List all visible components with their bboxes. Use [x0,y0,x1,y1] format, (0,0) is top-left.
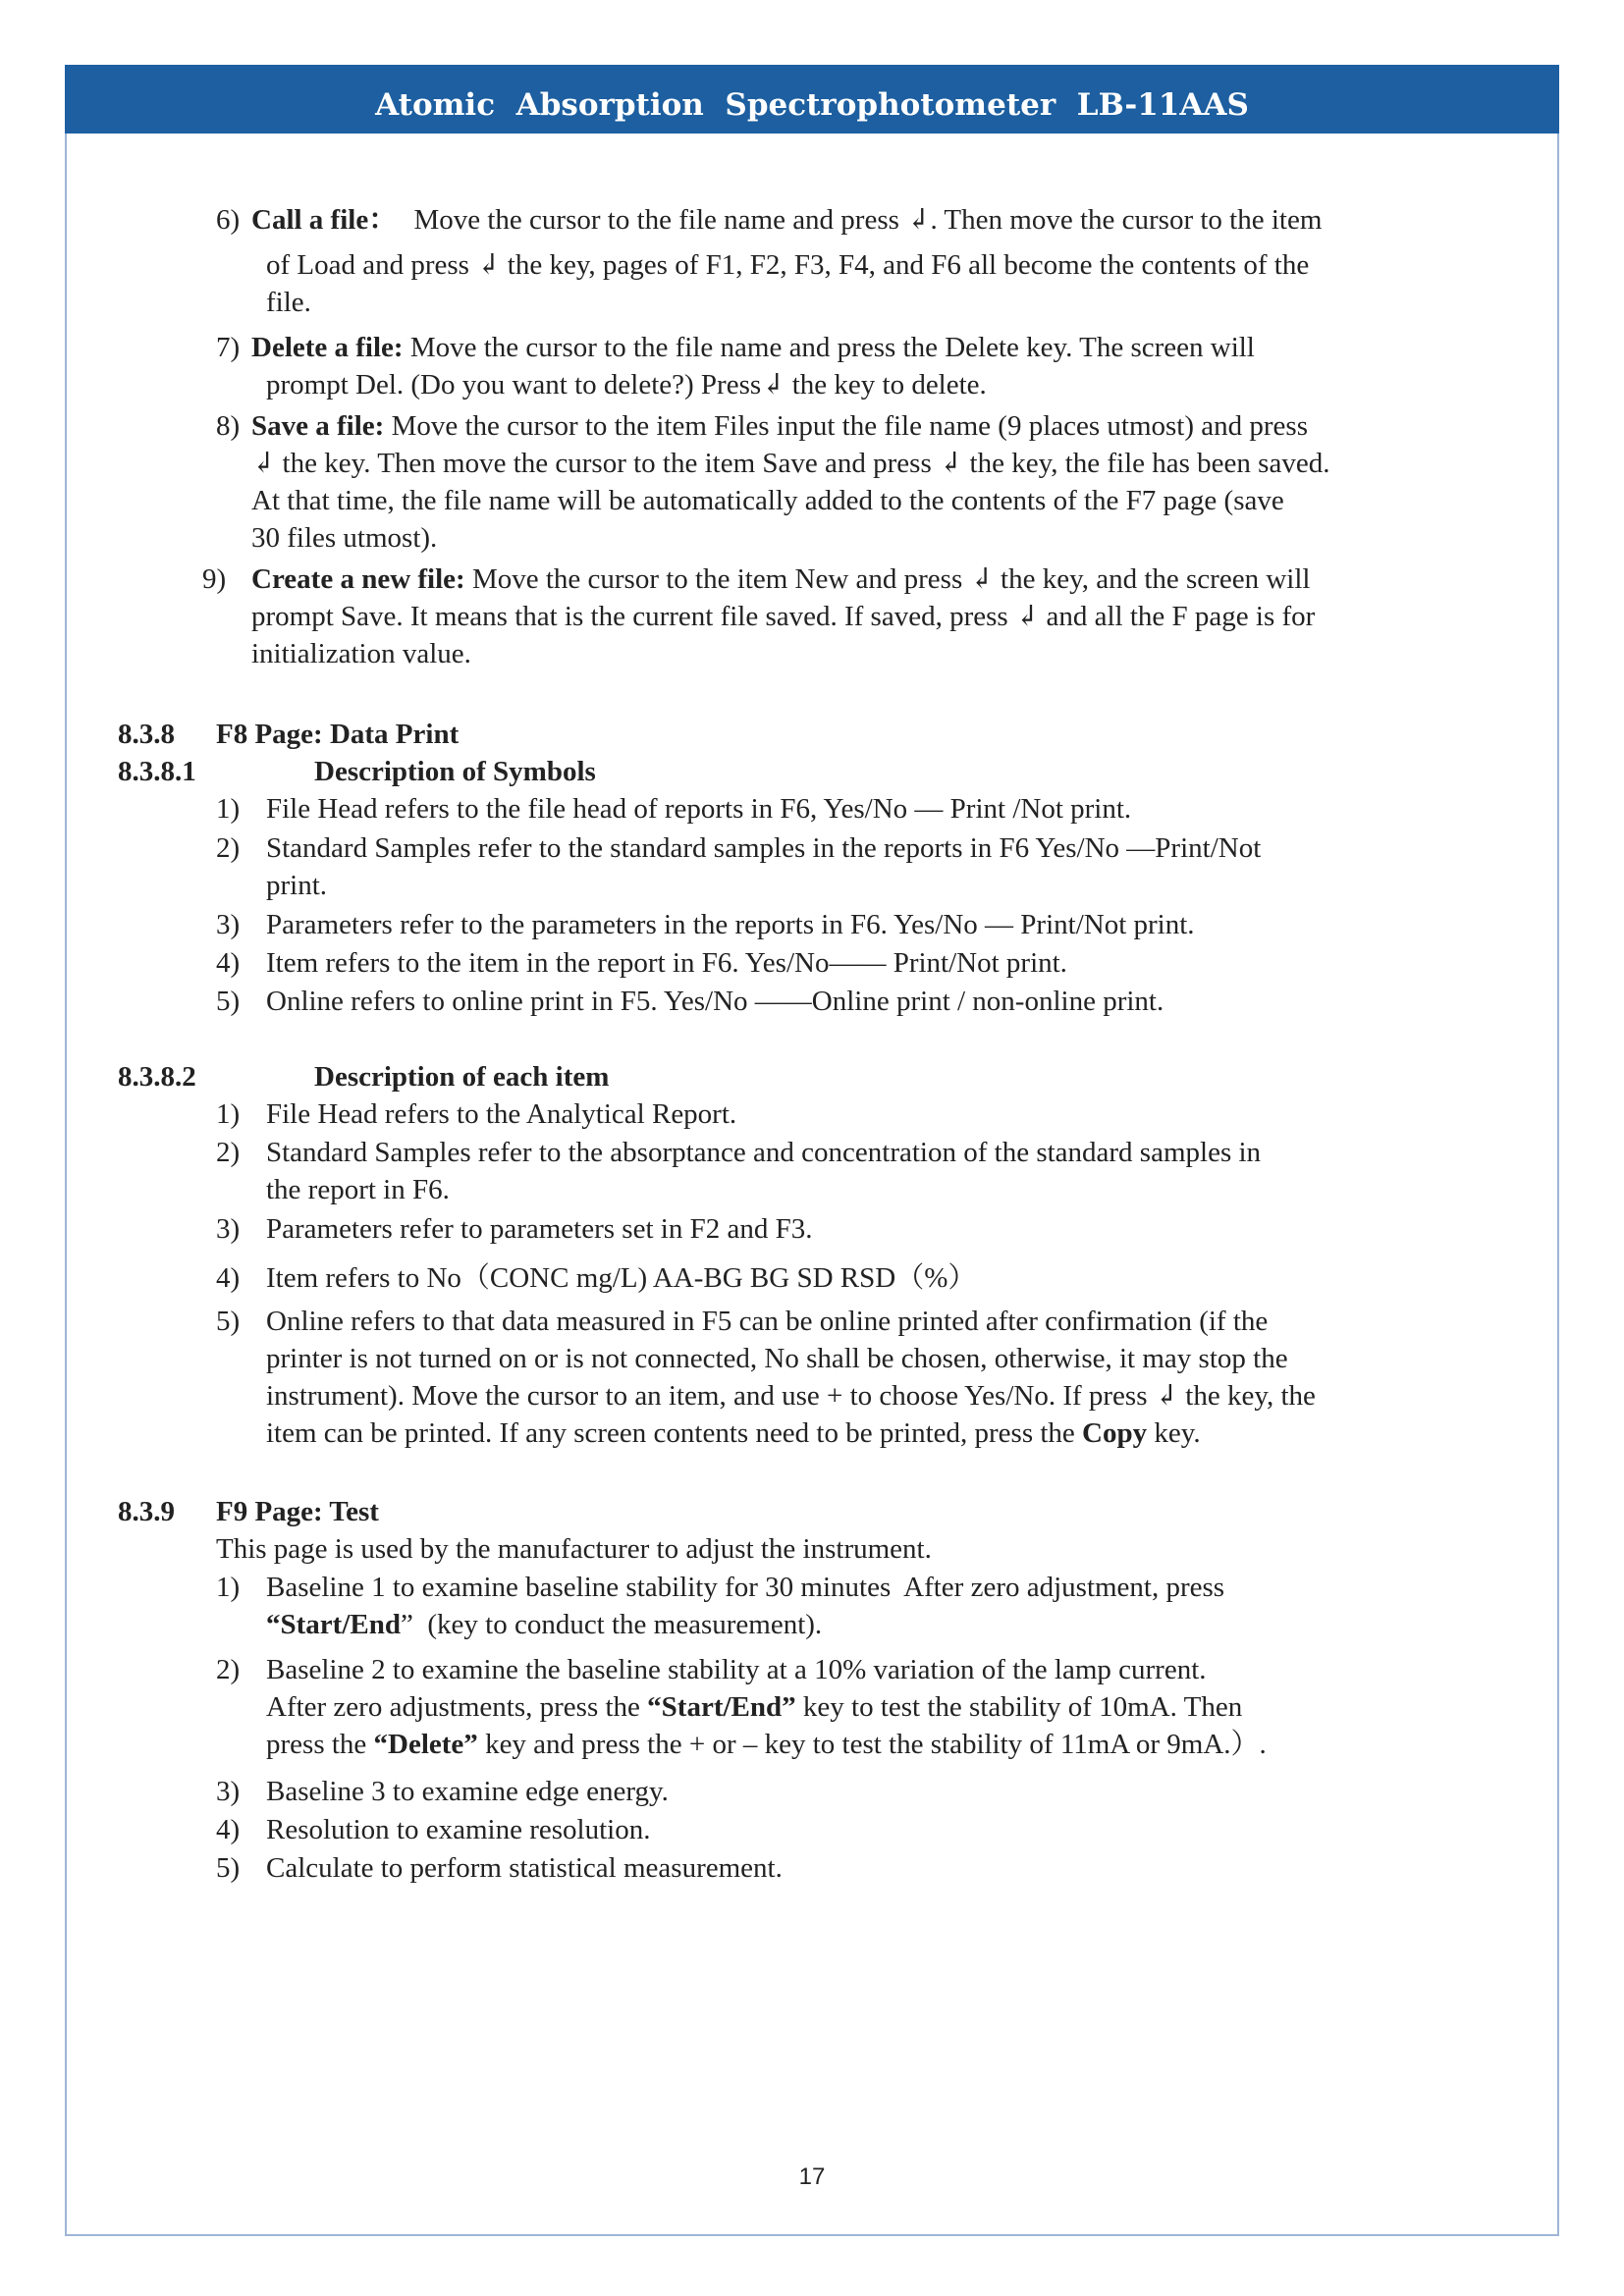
item-text-line [266,1726,1267,1763]
item-text: Baseline 1 to examine baseline stability for 30 minutes After zero adjustment, press [266,1572,1225,1603]
list-item-delete-file [118,329,1532,407]
item-number: 4) [216,1262,241,1294]
item-number: 1) [216,1572,241,1603]
header-title: Atomic Absorption Spectrophotometer LB-11AAS [375,87,1249,123]
item-text: At that time, the file name will be automatically added to the contents of the F7 page (save [251,485,1284,516]
list-item-save-file [118,407,1532,561]
list-item [118,1303,1532,1456]
item-label: Save a file: [251,410,385,442]
list-item [118,1095,1532,1134]
list-item [118,790,1532,829]
item-number: 9) [202,563,227,595]
item-text: of Load and press ↲ the key, pages of F1, F2, F3, F4, and F6 all become the contents of the [266,249,1310,281]
intro-text: This page is used by the manufacturer to adjust the instrument. [216,1533,932,1565]
list-item [118,906,1532,944]
section-title: F9 Page: Test [216,1496,379,1527]
start-end-key-label: “Start/End [266,1609,401,1640]
item-number: 2) [216,1654,241,1685]
item-label: Delete a file: [251,332,404,363]
item-number: 4) [216,1814,241,1845]
item-text: key to test the stability of 10mA. Then [795,1691,1243,1723]
item-number: 4) [216,947,241,979]
item-text: Standard Samples refer to the absorptance and concentration of the standard samples in [266,1137,1262,1168]
item-text: file. [266,287,311,318]
item-text: Parameters refer to the parameters in the reports in F6. Yes/No — Print/Not print. [266,909,1195,940]
item-number: 1) [216,1098,241,1130]
section-heading-8-3-8 [118,716,1532,753]
item-text: Resolution to examine resolution. [266,1814,651,1845]
item-number: 5) [216,1306,241,1337]
list-item [118,1259,1532,1303]
item-number: 3) [216,1213,241,1245]
delete-key-label: “Delete” [373,1729,478,1760]
section-title: F8 Page: Data Print [216,719,460,750]
item-text: printer is not turned on or is not connected, No shall be chosen, otherwise, it may stop the [266,1343,1288,1374]
item-label: Create a new file: [251,563,465,595]
item-number: 3) [216,1776,241,1807]
list-item [118,1651,1532,1773]
item-number: 5) [216,1852,241,1884]
item-text: press the [266,1729,374,1760]
item-text: key. [1147,1417,1201,1449]
item-text: Move the cursor to the file name and press ↲. Then move the cursor to the item [413,204,1323,236]
item-text: Parameters refer to parameters set in F2 and F3. [266,1213,813,1245]
section-number: 8.3.9 [118,1496,175,1527]
item-text: Calculate to perform statistical measurement. [266,1852,783,1884]
item-label: Call a file： [251,204,398,236]
item-text: Online refers to online print in F5. Yes/No ——Online print / non-online print. [266,986,1164,1017]
item-text: Standard Samples refer to the standard samples in the reports in F6 Yes/No —Print/Not [266,832,1262,864]
item-text: Move the cursor to the item New and press ↲ the key, and the screen will [471,563,1311,595]
item-text: key and press the + or – key to test the stability of 11mA or 9mA.）. [477,1729,1267,1760]
list-item [118,944,1532,983]
item-text-line [266,1688,1242,1726]
item-text: 30 files utmost). [251,522,438,554]
item-number: 1) [216,793,241,825]
item-text: Item refers to No（CONC mg/L) AA-BG BG SD RSD（%） [266,1262,977,1294]
item-text: prompt Save. It means that is the current file saved. If saved, press ↲ and all the F page is for [251,601,1316,632]
section-heading-8-3-8-1 [118,753,1532,790]
item-text: After zero adjustments, press the [266,1691,648,1723]
item-text: print. [266,870,328,901]
item-text: instrument). Move the cursor to an item, and use + to choose Yes/No. If press ↲ the key, the [266,1380,1316,1412]
item-text-line [266,1415,1201,1452]
item-text: prompt Del. (Do you want to delete?) Press↲ the key to delete. [266,369,987,400]
start-end-key-label: “Start/End” [647,1691,796,1723]
item-text: Move the cursor to the file name and press the Delete key. The screen will [409,332,1255,363]
item-number: 3) [216,909,241,940]
item-text: Move the cursor to the item Files input the file name (9 places utmost) and press [391,410,1308,442]
page-content [118,201,1532,1888]
list-item [118,1134,1532,1210]
list-item-call-file [118,201,1532,325]
item-text: File Head refers to the file head of reports in F6, Yes/No — Print /Not print. [266,793,1132,825]
item-number: 5) [216,986,241,1017]
item-number: 7) [216,332,241,363]
list-item [118,983,1532,1021]
list-item [118,829,1532,906]
page-number: 17 [798,2163,826,2190]
item-text: item can be printed. If any screen contents need to be printed, press the [266,1417,1083,1449]
section-intro [118,1530,1532,1569]
section-heading-8-3-9 [118,1493,1532,1530]
item-text: File Head refers to the Analytical Report. [266,1098,737,1130]
section-number: 8.3.8.2 [118,1061,196,1093]
item-text: the report in F6. [266,1174,450,1205]
item-text: Baseline 2 to examine the baseline stability at a 10% variation of the lamp current. [266,1654,1207,1685]
section-heading-8-3-8-2 [118,1058,1532,1095]
list-item [118,1849,1532,1888]
list-item [118,1210,1532,1259]
section-number: 8.3.8.1 [118,756,196,787]
list-item [118,1811,1532,1849]
item-text: Item refers to the item in the report in F6. Yes/No—— Print/Not print. [266,947,1067,979]
copy-key-label: Copy [1082,1417,1148,1449]
list-item [118,1569,1532,1651]
item-number: 2) [216,1137,241,1168]
list-item-new-file [118,561,1532,676]
item-number: 2) [216,832,241,864]
item-text: ” (key to conduct the measurement). [400,1609,823,1640]
item-number: 6) [216,204,241,236]
item-number: 8) [216,410,241,442]
item-text: Online refers to that data measured in F5 can be online printed after confirmation (if the [266,1306,1269,1337]
list-item [118,1773,1532,1811]
item-text-line [266,1606,822,1643]
item-text: initialization value. [251,638,471,669]
section-title: Description of each item [314,1061,610,1093]
page-header [65,65,1559,133]
section-number: 8.3.8 [118,719,175,750]
item-text: Baseline 3 to examine edge energy. [266,1776,669,1807]
item-text: ↲ the key. Then move the cursor to the item Save and press ↲ the key, the file has been saved. [251,448,1330,479]
section-title: Description of Symbols [314,756,596,787]
